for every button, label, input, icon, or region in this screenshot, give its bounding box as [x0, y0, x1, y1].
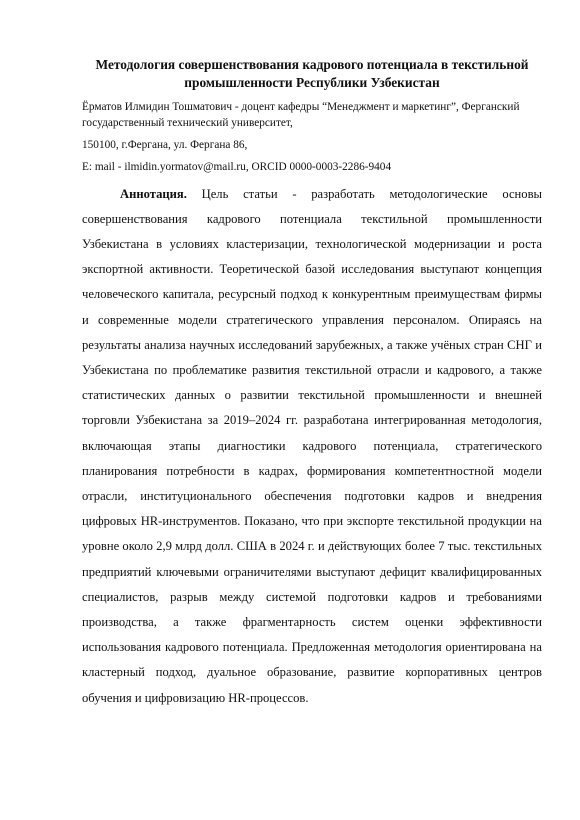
paper-page [82, 56, 542, 711]
abstract [82, 182, 542, 711]
paper-title: Методология совершенствования кадрового потенциала в текстильной промышленности Республики Узбекистан [95, 57, 529, 90]
abstract-text: Цель статьи - разработать методологические основы совершенствования кадрового потенциала текстильной промышленности Узбекистана в условиях кластеризации, технологической модернизации и роста экспортной активности. Теоретической базой исследования выступают концепция человеческого капитала, ресурсный подход к конкурентным преимуществам фирмы и современные модели стратегического управления персоналом. Опираясь на результаты анализа научных исследований зарубежных, а также учёных стран СНГ и Узбекистана по проблематике развития текстильной отрасли и кадрового, а также статистических данных о развитии текстильной промышленности и внешней торговли Узбекистана за 2019–2024 гг. разработана интегрированная методология, включающая этапы диагностики кадрового потенциала, стратегического планирования потребности в кадрах, формирования компетентностной модели отрасли, институционального обеспечения подготовки кадров и внедрения цифровых HR-инструментов. Показано, что при экспорте текстильной продукции на уровне около 2,9 млрд долл. США в 2024 г. и действующих более 7 тыс. текстильных предприятий ключевыми ограничителями выступают дефицит квалифицированных специалистов, разрыв между системой подготовки кадров и требованиями производства, а также фрагментарность систем оценки эффективности использования кадрового потенциала. Предложенная методология ориентирована на кластерный подход, дуальное образование, развитие корпоративных центров обучения и цифровизацию HR-процессов. [82, 186, 542, 705]
abstract-label: Аннотация. [120, 186, 187, 201]
author-address: 150100, г.Фергана, ул. Фергана 86, [82, 138, 248, 151]
author-contact: E: mail - ilmidin.yormatov@mail.ru, ORCID 0000-0003-2286-9404 [82, 160, 392, 173]
author-affiliation: Ёрматов Илмидин Тошматович - доцент кафедры “Менеджмент и маркетинг”, Ферганский государственный технический университет, [82, 101, 520, 129]
